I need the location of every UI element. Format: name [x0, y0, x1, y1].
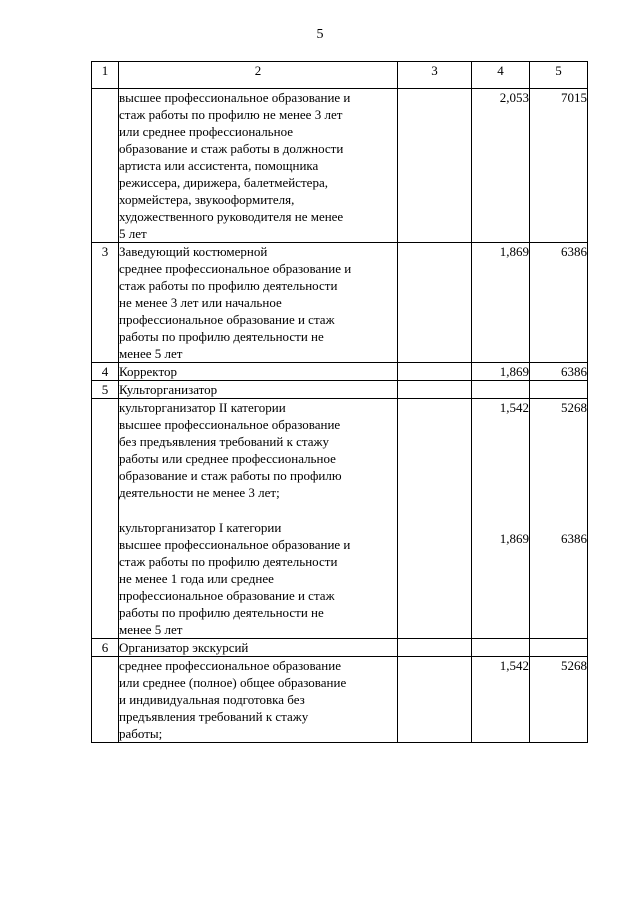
category-title: культорганизатор II категории — [119, 400, 286, 415]
text-line: или среднее профессиональное — [119, 124, 293, 139]
text-line: стаж работы по профилю деятельности — [119, 554, 338, 569]
text-line: артиста или ассистента, помощника — [119, 158, 319, 173]
coefficient-cell: 1,869 — [472, 363, 530, 381]
text-line: среднее профессиональное образование — [119, 658, 341, 673]
coefficient-cell: 1,542 — [472, 657, 530, 743]
row-number — [92, 89, 119, 243]
salary-cell: 6386 — [530, 243, 588, 363]
page-number: 5 — [316, 27, 324, 42]
text-line: менее 5 лет — [119, 622, 183, 637]
text-line: стаж работы по профилю не менее 3 лет — [119, 107, 343, 122]
col3-cell — [398, 639, 472, 657]
text-line: профессиональное образование и стаж — [119, 588, 335, 603]
text-line: профессиональное образование и стаж — [119, 312, 335, 327]
table-row — [92, 399, 588, 639]
text-line: режиссера, дирижера, балетмейстера, — [119, 175, 328, 190]
coefficient-value: 1,542 — [499, 400, 529, 415]
requirements-cell — [119, 381, 398, 399]
text-line: или среднее (полное) общее образование — [119, 675, 347, 690]
col3-cell — [398, 381, 472, 399]
requirements-cell — [119, 89, 398, 243]
text-line: высшее профессиональное образование и — [119, 537, 351, 552]
category-title: культорганизатор I категории — [119, 520, 282, 535]
header-cell-1: 1 — [92, 62, 119, 89]
text-line: работы или среднее профессиональное — [119, 451, 336, 466]
coefficient-value: 1,869 — [499, 531, 529, 546]
col3-cell — [398, 399, 472, 639]
text-line: стаж работы по профилю деятельности — [119, 278, 338, 293]
salary-cell — [530, 639, 588, 657]
text-line: художественного руководителя не менее — [119, 209, 344, 224]
col3-cell — [398, 89, 472, 243]
salary-value: 5268 — [561, 400, 587, 415]
text-line: высшее профессиональное образование и — [119, 90, 351, 105]
salary-cell: 6386 — [530, 363, 588, 381]
coefficient-cell — [472, 639, 530, 657]
position-title: Культорганизатор — [119, 382, 218, 397]
text-line: не менее 1 года или среднее — [119, 571, 274, 586]
text-line: без предъявления требований к стажу — [119, 434, 330, 449]
position-title: Организатор экскурсий — [119, 640, 249, 655]
text-line: высшее профессиональное образование — [119, 417, 341, 432]
text-line: работы; — [119, 726, 163, 741]
table-row — [92, 243, 588, 363]
text-line: менее 5 лет — [119, 346, 183, 361]
table-header-row — [92, 62, 588, 89]
table-row — [92, 657, 588, 743]
salary-cell — [530, 399, 588, 639]
table-row — [92, 89, 588, 243]
table-row — [92, 363, 588, 381]
salary-cell: 5268 — [530, 657, 588, 743]
text-line: среднее профессиональное образование и — [119, 261, 352, 276]
text-line: деятельности не менее 3 лет; — [119, 485, 280, 500]
requirements-cell — [119, 243, 398, 363]
text-line: предъявления требований к стажу — [119, 709, 309, 724]
requirements-cell — [119, 399, 398, 639]
row-number — [92, 657, 119, 743]
header-cell-2: 2 — [119, 62, 398, 89]
table-row — [92, 381, 588, 399]
col3-cell — [398, 657, 472, 743]
row-number: 6 — [92, 639, 119, 657]
coefficient-cell — [472, 381, 530, 399]
salary-value: 6386 — [561, 531, 587, 546]
text-line: работы по профилю деятельности не — [119, 605, 324, 620]
salary-cell: 7015 — [530, 89, 588, 243]
col3-cell — [398, 363, 472, 381]
requirements-cell — [119, 639, 398, 657]
text-line: хормейстера, звукооформителя, — [119, 192, 295, 207]
header-cell-4: 4 — [472, 62, 530, 89]
table-row — [92, 639, 588, 657]
position-title: Корректор — [119, 364, 177, 379]
row-number: 4 — [92, 363, 119, 381]
header-cell-5: 5 — [530, 62, 588, 89]
text-line: работы по профилю деятельности не — [119, 329, 324, 344]
requirements-cell — [119, 657, 398, 743]
row-number: 5 — [92, 381, 119, 399]
requirements-cell — [119, 363, 398, 381]
salary-cell — [530, 381, 588, 399]
text-line: не менее 3 лет или начальное — [119, 295, 282, 310]
col3-cell — [398, 243, 472, 363]
text-line: образование и стаж работы в должности — [119, 141, 344, 156]
salary-table — [91, 61, 588, 743]
coefficient-cell — [472, 399, 530, 639]
text-line: 5 лет — [119, 226, 147, 241]
text-line: образование и стаж работы по профилю — [119, 468, 342, 483]
text-line: и индивидуальная подготовка без — [119, 692, 305, 707]
row-number: 3 — [92, 243, 119, 363]
position-title: Заведующий костюмерной — [119, 244, 268, 259]
coefficient-cell: 1,869 — [472, 243, 530, 363]
header-cell-3: 3 — [398, 62, 472, 89]
row-number — [92, 399, 119, 639]
coefficient-cell: 2,053 — [472, 89, 530, 243]
second-category-block — [119, 519, 397, 638]
